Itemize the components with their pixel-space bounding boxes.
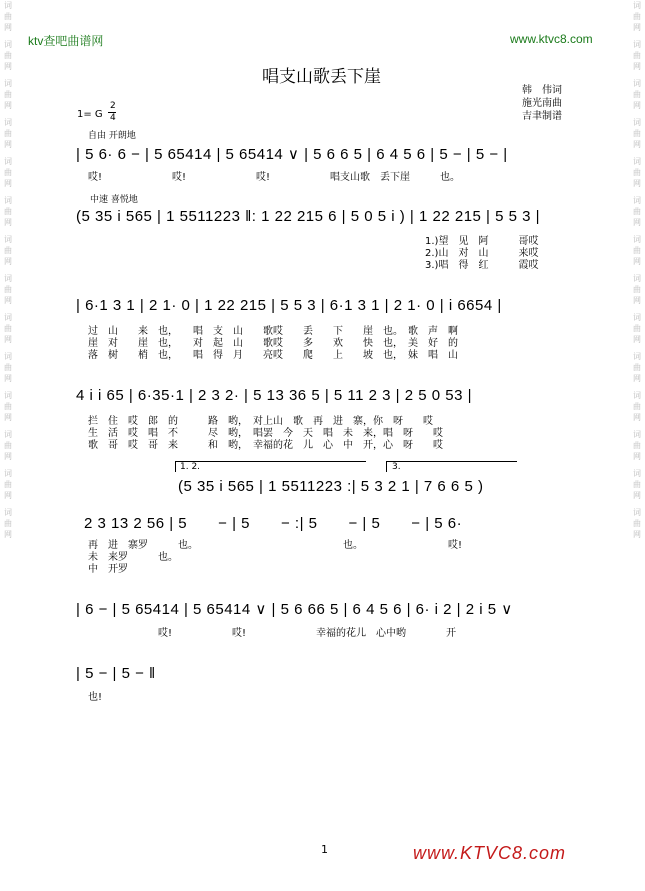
watermark-char: 词 [633, 508, 641, 517]
right-watermark [630, 0, 644, 546]
lyrics-line-6: 哎! 哎! 幸福的花儿 心中哟 开 [88, 628, 457, 639]
site-url[interactable]: www.ktvc8.com [510, 32, 593, 46]
watermark-char: 词 [4, 79, 12, 88]
page-number: 1 [321, 843, 328, 856]
watermark-char: 曲 [633, 246, 641, 255]
watermark-char: 词 [4, 40, 12, 49]
verse-1-line-2: 1.)望 见 阿 哥哎 [425, 236, 539, 247]
score-line-5-upper: (5 35 i 565 | 1 5511223 :| 5 3 2 1 | 7 6 6 5 ) [178, 478, 484, 495]
watermark-char: 曲 [4, 129, 12, 138]
watermark-char: 词 [4, 274, 12, 283]
watermark-char: 曲 [4, 51, 12, 60]
volta-1-2: 1. 2. [180, 462, 201, 472]
score-line-6: | 6 − | 5 65414 | 5 65414 ∨ | 5 6 66 5 | 6 4 5 6 | 6· i 2 | 2 i 5 ∨ [76, 601, 513, 618]
watermark-char: 曲 [633, 363, 641, 372]
tempo-intro: 自由 开朗地 [88, 131, 136, 141]
score-line-1: | 5 6· 6 − | 5 65414 | 5 65414 ∨ | 5 6 6 5 | 6 4 5 6 | 5 − | 5 − | [76, 146, 508, 163]
score-line-7: | 5 − | 5 − ‖ [76, 665, 156, 682]
watermark-char: 网 [4, 452, 12, 461]
watermark-char: 曲 [633, 480, 641, 489]
lyrics-line-7: 也! [88, 692, 103, 703]
watermark-char: 网 [633, 218, 641, 227]
watermark-char: 网 [633, 179, 641, 188]
tempo-main: 中速 喜悦地 [90, 195, 138, 205]
watermark-char: 词 [4, 469, 12, 478]
score-line-5: 2 3 13 2 56 | 5 − | 5 − :| 5 − | 5 − | 5 6· [84, 515, 463, 532]
watermark-char: 曲 [4, 207, 12, 216]
watermark-char: 词 [4, 391, 12, 400]
watermark-char: 词 [4, 313, 12, 322]
watermark-char: 曲 [633, 12, 641, 21]
verse-3-line-3: 落 树 梢 也， 唱 得 月 亮哎 爬 上 坡 也， 妹 唱 山 [88, 350, 458, 361]
volta-1-2-bracket [175, 461, 366, 472]
watermark-char: 词 [4, 508, 12, 517]
left-watermark [1, 0, 15, 546]
verse-3-line-5: 中 开罗 [88, 564, 128, 575]
watermark-char: 词 [633, 391, 641, 400]
watermark-char: 词 [633, 235, 641, 244]
verse-2-line-3: 崖 对 崖 也， 对 起 山 歌哎 多 欢 快 也， 美 好 的 [88, 338, 458, 349]
watermark-char: 网 [633, 101, 641, 110]
watermark-char: 词 [4, 352, 12, 361]
watermark-char: 曲 [633, 402, 641, 411]
watermark-char: 曲 [4, 441, 12, 450]
verse-2-line-5: 未 来罗 也。 [88, 552, 178, 563]
watermark-char: 曲 [633, 90, 641, 99]
watermark-char: 曲 [633, 519, 641, 528]
watermark-char: 曲 [4, 246, 12, 255]
watermark-char: 网 [4, 140, 12, 149]
credit-lyricist: 韩 伟词 [522, 85, 562, 96]
credit-composer: 施光南曲 [522, 98, 562, 109]
watermark-char: 词 [633, 313, 641, 322]
watermark-char: 曲 [633, 207, 641, 216]
watermark-char: 网 [633, 335, 641, 344]
watermark-char: 曲 [633, 51, 641, 60]
watermark-char: 曲 [4, 168, 12, 177]
watermark-char: 网 [4, 257, 12, 266]
watermark-char: 曲 [4, 519, 12, 528]
score-line-4: 4 i i 65 | 6·35·1 | 2 3 2· | 5 13 36 5 | 5 11 2 3 | 2 5 0 53 | [76, 387, 473, 404]
watermark-char: 词 [633, 118, 641, 127]
watermark-char: 词 [633, 469, 641, 478]
watermark-char: 词 [4, 157, 12, 166]
watermark-char: 网 [4, 296, 12, 305]
watermark-char: 网 [4, 413, 12, 422]
watermark-char: 曲 [633, 441, 641, 450]
watermark-char: 词 [4, 235, 12, 244]
watermark-char: 曲 [4, 480, 12, 489]
verse-2-line-4: 生 活 哎 唱 不 尽 哟， 唱罢 今 天 唱 未 来，唱 呀 哎 [88, 428, 443, 439]
watermark-char: 网 [633, 140, 641, 149]
watermark-char: 网 [633, 413, 641, 422]
watermark-char: 网 [633, 530, 641, 539]
watermark-char: 曲 [633, 129, 641, 138]
watermark-char: 网 [4, 335, 12, 344]
watermark-char: 网 [4, 491, 12, 500]
watermark-char: 曲 [4, 324, 12, 333]
watermark-char: 词 [633, 1, 641, 10]
watermark-char: 词 [633, 40, 641, 49]
watermark-char: 曲 [633, 168, 641, 177]
watermark-char: 曲 [633, 285, 641, 294]
watermark-char: 网 [4, 218, 12, 227]
watermark-char: 词 [633, 196, 641, 205]
watermark-char: 曲 [633, 324, 641, 333]
watermark-char: 网 [4, 530, 12, 539]
watermark-char: 词 [633, 352, 641, 361]
watermark-char: 词 [4, 430, 12, 439]
watermark-char: 曲 [4, 285, 12, 294]
watermark-char: 曲 [4, 363, 12, 372]
watermark-char: 词 [4, 118, 12, 127]
watermark-char: 词 [633, 274, 641, 283]
song-title: 唱支山歌丢下崖 [262, 67, 381, 87]
verse-1-line-4: 拦 住 哎 郎 的 路 哟， 对上山 歌 再 进 寨，你 呀 哎 [88, 416, 433, 427]
watermark-char: 网 [633, 257, 641, 266]
footer-url[interactable]: www.KTVC8.com [413, 843, 567, 863]
site-name[interactable]: ktv查吧曲谱网 [28, 34, 104, 48]
watermark-char: 网 [4, 23, 12, 32]
watermark-char: 网 [633, 374, 641, 383]
watermark-char: 词 [633, 157, 641, 166]
watermark-char: 曲 [4, 90, 12, 99]
credit-transcriber: 吉聿制谱 [522, 111, 562, 122]
watermark-char: 网 [633, 296, 641, 305]
watermark-char: 词 [633, 79, 641, 88]
score-line-3: | 6·1 3 1 | 2 1· 0 | 1 22 215 | 5 5 3 | 6·1 3 1 | 2 1· 0 | i 6654 | [76, 297, 502, 314]
time-sig-top: 2 [110, 101, 116, 111]
watermark-char: 网 [4, 101, 12, 110]
watermark-char: 词 [4, 196, 12, 205]
verse-1-line-3: 过 山 来 也， 唱 支 山 歌哎 丢 下 崖 也。 歌 声 啊 [88, 326, 458, 337]
watermark-char: 网 [633, 491, 641, 500]
watermark-char: 网 [633, 23, 641, 32]
key-signature: 1= G [77, 109, 103, 120]
verse-3-line-4: 歌 哥 哎 哥 来 和 哟， 幸福的花 儿 心 中 开，心 呀 哎 [88, 440, 443, 451]
watermark-char: 网 [633, 452, 641, 461]
watermark-char: 网 [4, 374, 12, 383]
volta-3-bracket [386, 461, 517, 472]
lyrics-line-1: 哎! 哎! 哎! 唱支山歌 丢下崖 也。 [88, 172, 461, 183]
score-line-2: (5 35 i 565 | 1 5511223 ‖: 1 22 215 6 | 5 0 5 i ) | 1 22 215 | 5 5 3 | [76, 208, 541, 225]
watermark-char: 词 [633, 430, 641, 439]
verse-1-line-5: 再 进 寨罗 也。 也。 哎! [88, 540, 463, 551]
verse-3-line-2: 3.)唱 得 红 霞哎 [425, 260, 539, 271]
watermark-char: 词 [4, 1, 12, 10]
watermark-char: 网 [4, 179, 12, 188]
volta-3: 3. [392, 462, 401, 472]
time-sig-bottom: 4 [110, 113, 116, 123]
watermark-char: 网 [633, 62, 641, 71]
verse-2-line-2: 2.)山 对 山 来哎 [425, 248, 539, 259]
watermark-char: 曲 [4, 12, 12, 21]
watermark-char: 网 [4, 62, 12, 71]
watermark-char: 曲 [4, 402, 12, 411]
